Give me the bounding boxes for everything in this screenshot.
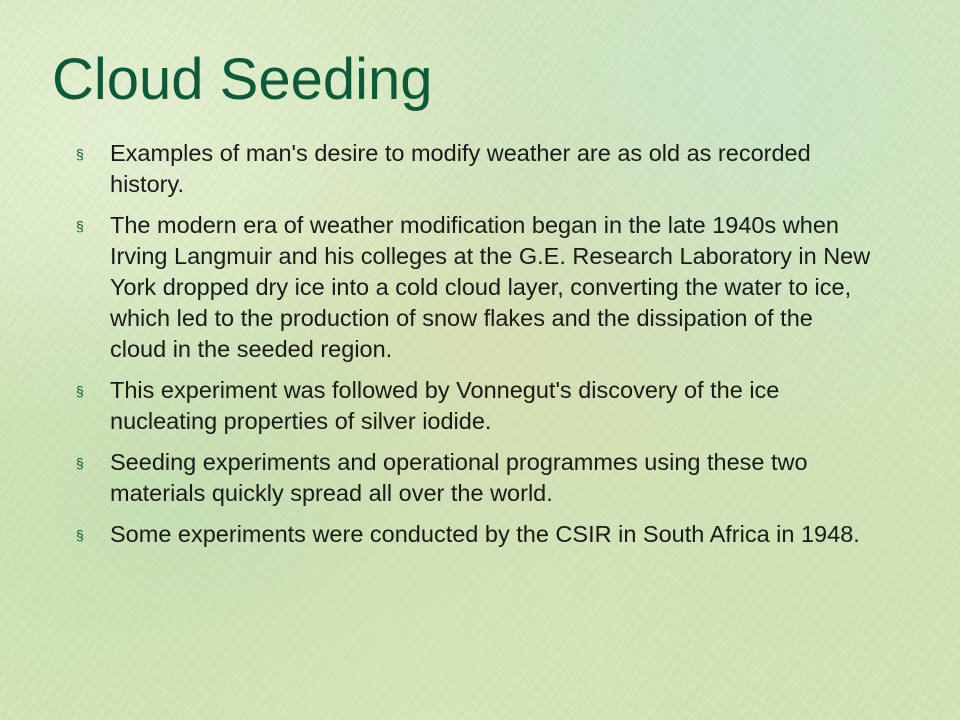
bullet-item: [72, 210, 872, 365]
bullet-text: The modern era of weather modification began in the late 1940s when Irving Langmuir and his colleges at the G.E. Research Laboratory in New York dropped dry ice into a cold cloud layer, converting the water to ice, which led to the production of snow flakes and the dissipation of the cloud in the seeded region.: [110, 212, 871, 362]
bullet-marker-icon: §: [76, 455, 84, 471]
bullet-item: [72, 447, 872, 509]
bullet-text: Examples of man's desire to modify weather are as old as recorded history.: [110, 140, 811, 197]
bullet-item: [72, 519, 872, 550]
bullet-item: [72, 375, 872, 437]
bullet-text: This experiment was followed by Vonnegut's discovery of the ice nucleating properties of silver iodide.: [110, 377, 780, 434]
bullet-list: [72, 138, 872, 560]
bullet-marker-icon: §: [76, 527, 84, 543]
bullet-item: [72, 138, 872, 200]
slide-title: Cloud Seeding: [52, 47, 433, 112]
bullet-text: Seeding experiments and operational programmes using these two materials quickly spread all over the world.: [110, 449, 808, 506]
bullet-text: Some experiments were conducted by the CSIR in South Africa in 1948.: [110, 521, 860, 547]
bullet-marker-icon: §: [76, 383, 84, 399]
bullet-marker-icon: §: [76, 146, 84, 162]
bullet-marker-icon: §: [76, 218, 84, 234]
